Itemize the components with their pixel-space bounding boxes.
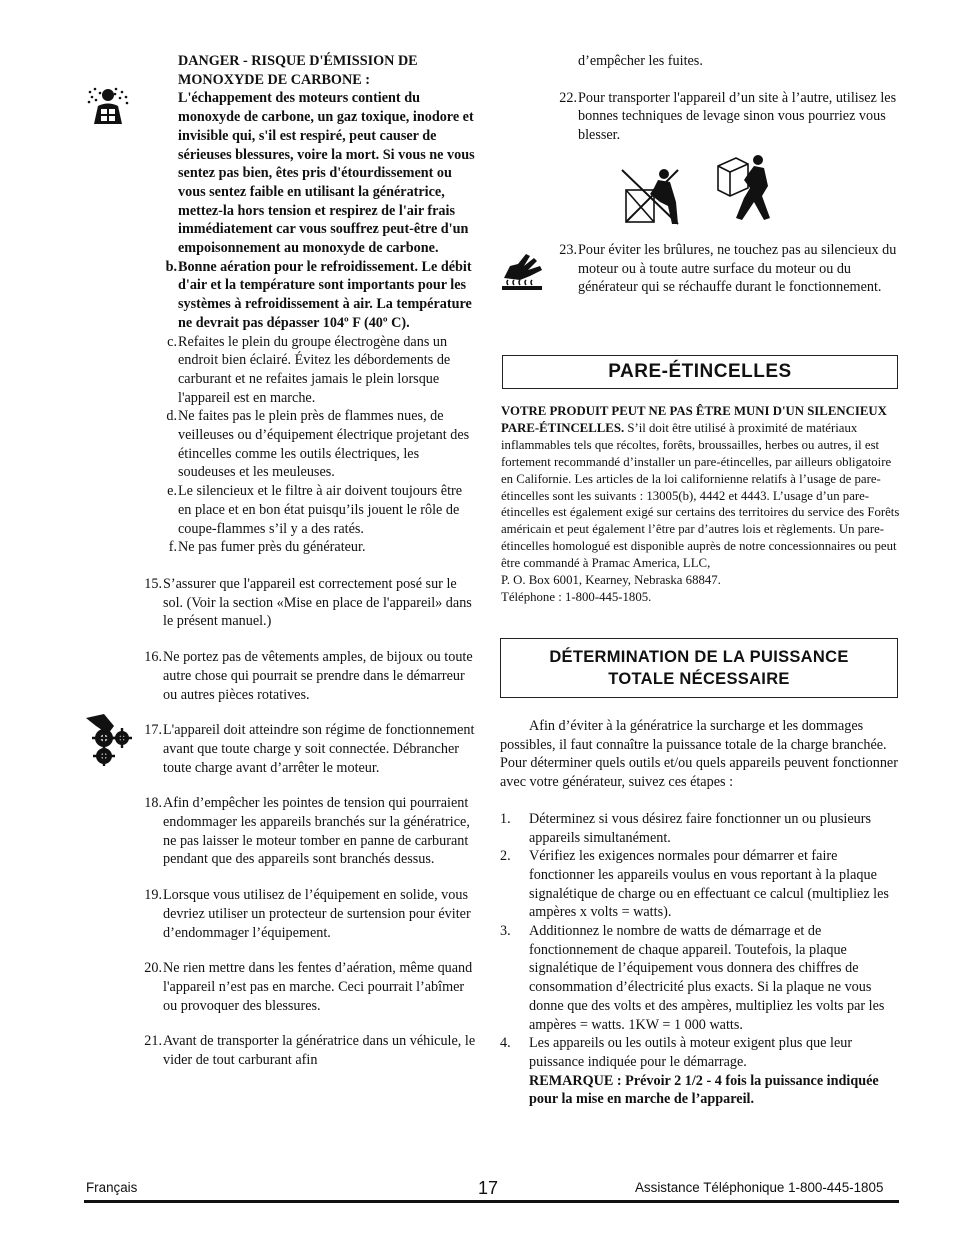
item-label: 23.	[559, 242, 577, 258]
co-warning-icon	[86, 86, 130, 126]
list-item-text: Lorsque vous utilisez de l’équipement en solide, vous devriez utiliser un protecteur de surtension pour éviter d’endommager l’équipement.	[163, 887, 471, 941]
power-heading-box	[500, 638, 898, 698]
list-item	[140, 886, 478, 942]
list-item	[140, 794, 478, 869]
sub-item	[140, 407, 478, 482]
sub-item	[140, 258, 478, 333]
sub-item	[140, 482, 478, 538]
footer-rule	[84, 1200, 899, 1203]
item-text: Pour éviter les brûlures, ne touchez pas au silencieux du moteur ou à toute autre surface du moteur ou du générateur qui se réchauffe durant le fonctionnement.	[578, 242, 897, 296]
step-label: 2.	[500, 848, 511, 865]
list-item-label: 16.	[144, 649, 162, 666]
item-text: Pour transporter l'appareil d’un site à l’autre, utilisez les bonnes techniques de levage sinon vous pourriez vous blesser.	[578, 89, 897, 144]
spark-arrestor-heading: PARE-ÉTINCELLES	[608, 361, 792, 382]
step-text: Vérifiez les exigences normales pour démarrer et faire fonctionner les appareils voulus en vous reportant à la plaque signalétique de charge ou en effectuant ce calcul (multipliez les ampères x volts = watts).	[529, 848, 889, 921]
power-section	[500, 717, 900, 1109]
power-intro: Afin d’éviter à la génératrice la surcharge et les dommages possibles, il faut connaître la puissance totale de la charge branchée. Pour déterminer quels outils et/ou quels appareils peuvent fonctionner avec votre générateur, suivez ces étapes :	[500, 718, 898, 791]
right-column	[500, 52, 900, 145]
page-number: 17	[478, 1178, 499, 1198]
list-item-text: S’assurer que l'appareil est correctement posé sur le sol. (Voir la section «Mise en place de l'appareil» dans le présent manuel.)	[163, 575, 472, 630]
step-text: Additionnez le nombre de watts de démarrage et de fonctionnement de chaque appareil. Toutefois, la plaque signalétique de l’équipement vous donnera des chiffres de consommation d’électricité plus exacts. Si la plaque ne vous donne que des volts et des ampères, multipliez les volts par les ampères = watts. 1KW = 1 000 watts.	[529, 923, 885, 1033]
spark-arrestor-heading-box	[502, 355, 898, 389]
list-item-text: Ne rien mettre dans les fentes d’aération, même quand l'appareil n’est pas en marche. Ceci pourrait l’abîmer ou provoquer des blessures.	[163, 960, 473, 1014]
improper-lifting-icon	[620, 162, 682, 226]
list-item	[140, 721, 478, 777]
sub-item-label: f.	[168, 539, 177, 556]
proper-lifting-icon	[714, 152, 774, 224]
item-label: 22.	[559, 89, 577, 106]
list-item-text: Afin d’empêcher les pointes de tension qui pourraient endommager les appareils branchés sur la génératrice, ne pas laisser le moteur tomber en panne de carburant pendant que des appareils sont branchés dessus.	[163, 795, 470, 868]
list-item-text: Ne portez pas de vêtements amples, de bijoux ou toute autre chose qui pourrait se prendre dans le démarreur ou autres pièces rotatives.	[163, 649, 473, 703]
sub-item	[140, 333, 478, 408]
sub-item	[140, 538, 478, 557]
spark-phone: Téléphone : 1-800-445-1805.	[501, 589, 652, 604]
entanglement-icon	[84, 712, 136, 766]
item-23	[500, 241, 900, 297]
danger-body: L'échappement des moteurs contient du monoxyde de carbone, un gaz toxique, inodore et invisible qui, s'il est respiré, peut causer de sérieuses blessures, voire la mort. Si vous ne vous sentez pas bien, êtes pris d'étourdissement ou vous sentez faible en utilisant la génératrice, mettez-la hors tension et respirez de l'air frais immédiatement car vous souffrez peut-être d'un empoisonnement au monoxyde de carbone.	[178, 90, 475, 257]
sub-item-label: d.	[166, 408, 177, 425]
step-item	[500, 847, 900, 922]
sub-item-text: Ne faites pas le plein près de flammes nues, de veilleuses ou d’équipement électrique projetant des étincelles comme les outils électriques, les soudeuses et les meuleuses.	[178, 408, 470, 481]
list-item-label: 17.	[144, 722, 162, 739]
sub-item-label: e.	[167, 483, 177, 500]
power-heading-line-2: TOTALE NÉCESSAIRE	[608, 670, 790, 688]
sub-item-label: c.	[167, 333, 177, 350]
sub-item-text: Bonne aération pour le refroidissement. Le débit d'air et la température sont importants pour les systèmes à refroidissement à air. La température ne devrait pas dépasser 104º F (40º C).	[178, 258, 472, 331]
list-item	[140, 1032, 478, 1069]
list-item-text: Avant de transporter la génératrice dans un véhicule, le vider de tout carburant afin	[163, 1033, 476, 1069]
spark-arrestor-text	[501, 403, 903, 606]
sub-list	[140, 258, 478, 557]
spark-body: S’il doit être utilisé à proximité de matériaux inflammables tels que récoltes, forêts, broussailles, herbes ou autres, il est fortement recommandé d’installer un pare-étincelles, par ailleurs obligatoire en Californie. Les articles de la loi californienne relatifs à l’usage de pare-étincelles sont les suivants : 13005(b), 4442 et 4443. L’usage d’un pare-étincelles est également exigé sur certains des territoires du service des Forêts américain et peut également l’être par d’autres lois et règlements. Un pare-étincelles homologué est disponible auprès de notre concessionnaires ou peut être commandé à Pramac America, LLC,	[501, 420, 900, 571]
left-column	[140, 52, 478, 1070]
footer-support-phone: Assistance Téléphonique 1-800-445-1805	[635, 1180, 884, 1195]
sub-item-text: Refaites le plein du groupe électrogène dans un endroit bien éclairé. Évitez les débordements de carburant et ne refaites jamais le plein lorsque l'appareil est en marche.	[178, 333, 451, 406]
remark: REMARQUE : Prévoir 2 1/2 - 4 fois la puissance indiquée pour la mise en marche de l’appareil.	[529, 1072, 879, 1108]
spark-address: P. O. Box 6001, Kearney, Nebraska 68847.	[501, 573, 721, 588]
list-item-label: 20.	[144, 960, 162, 977]
step-label: 3.	[500, 923, 511, 940]
steps-list	[500, 810, 900, 1072]
power-heading-line-1: DÉTERMINATION DE LA PUISSANCE	[549, 648, 849, 666]
sub-item-text: Ne pas fumer près du générateur.	[178, 539, 366, 556]
continuation-text: d’empêcher les fuites.	[578, 53, 703, 69]
list-item-label: 21.	[144, 1033, 162, 1050]
step-item	[500, 810, 900, 847]
list-item-text: L'appareil doit atteindre son régime de fonctionnement avant que toute charge y soit connectée. Débrancher toute charge avant d’arrêter le moteur.	[163, 722, 475, 776]
list-item-label: 18.	[144, 795, 162, 812]
sub-item-text: Le silencieux et le filtre à air doivent toujours être en place et en bon état puisqu’ils jouent le rôle de coupe-flammes s’il y a des ratés.	[178, 483, 463, 537]
step-text: Déterminez si vous désirez faire fonctionner un ou plusieurs appareils simultanément.	[529, 810, 871, 846]
footer-language: Français	[86, 1180, 138, 1195]
step-item	[500, 922, 900, 1034]
list-item-label: 15.	[144, 575, 162, 592]
list-item	[140, 959, 478, 1015]
list-item	[140, 575, 478, 631]
item-22	[500, 89, 900, 145]
danger-title: DANGER - RISQUE D'ÉMISSION DE MONOXYDE DE CARBONE :	[178, 53, 418, 88]
step-label: 4.	[500, 1035, 511, 1052]
step-label: 1.	[500, 810, 511, 827]
spark-bold-intro: VOTRE PRODUIT PEUT NE PAS ÊTRE MUNI D'UN SILENCIEUX PARE-ÉTINCELLES.	[501, 404, 887, 435]
sub-item-label: b.	[165, 258, 177, 275]
step-item	[500, 1034, 900, 1071]
list-item-label: 19.	[144, 887, 162, 904]
step-text: Les appareils ou les outils à moteur exigent plus que leur puissance indiquée pour le démarrage.	[529, 1035, 853, 1070]
numbered-list	[140, 575, 478, 1070]
list-item	[140, 648, 478, 704]
